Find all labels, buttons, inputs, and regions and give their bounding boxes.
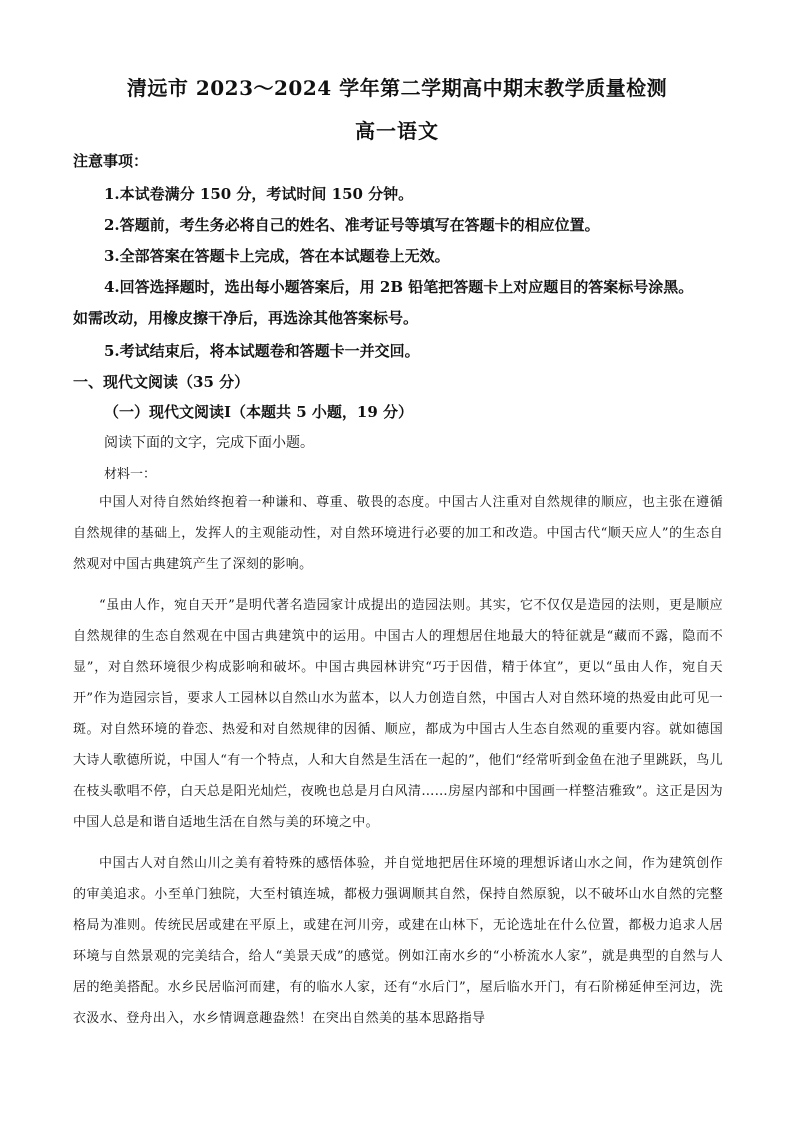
- note-item: 4.回答选择题时，选出每小题答案后，用 2B 铅笔把答题卡上对应题目的答案标号涂黑。: [104, 278, 694, 296]
- note-item: 2.答题前，考生务必将自己的姓名、准考证号等填写在答题卡的相应位置。: [104, 216, 600, 234]
- note-item: 如需改动，用橡皮擦干净后，再选涂其他答案标号。: [73, 309, 419, 327]
- section-heading: 一、现代文阅读（35 分）: [73, 373, 250, 391]
- note-item: 5.考试结束后，将本试题卷和答题卡一并交回。: [104, 342, 420, 360]
- note-item: 3.全部答案在答题卡上完成，答在本试题卷上无效。: [104, 247, 450, 265]
- section-subheading: （一）现代文阅读Ⅰ（本题共 5 小题，19 分）: [104, 403, 413, 421]
- material-body: [73, 487, 723, 1034]
- notes-heading: 注意事项：: [73, 152, 149, 170]
- exam-subtitle: 高一语文: [355, 119, 439, 143]
- paragraph: 中国人对待自然始终抱着一种谦和、尊重、敬畏的态度。中国古人注重对自然规律的顺应，也主张在遵循自然规律的基础上，发挥人的主观能动性，对自然环境进行必要的加工和改造。中国古代“顺天应人”的生态自然观对中国古典建筑产生了深刻的影响。: [73, 495, 723, 572]
- material-label: 材料一：: [104, 467, 157, 482]
- paragraph: 中国古人对自然山川之美有着特殊的感悟体验，并自觉地把居住环境的理想诉诸山水之间，作为建筑创作的审美追求。小至单门独院，大至村镇连城，都极力强调顺其自然，保持自然原貌，以不破坏山水自然的完整格局为准则。传统民居或建在平原上，或建在河川旁，或建在山林下，无论选址在什么位置，都极力追求人居环境与自然景观的完美结合，给人“美景天成”的感觉。例如江南水乡的“小桥流水人家”，就是典型的自然与人居的绝美搭配。水乡民居临河而建，有的临水人家，还有“水后门”，屋后临水开门，有石阶梯延伸至河边，洗衣汲水、登舟出入，水乡情调意趣盎然！在突出自然美的基本思路指导: [73, 856, 723, 1026]
- exam-title: 清远市 2023～2024 学年第二学期高中期末教学质量检测: [126, 76, 668, 100]
- note-item: 1.本试卷满分 150 分，考试时间 150 分钟。: [104, 185, 414, 203]
- paragraph: “虽由人作，宛自天开”是明代著名造园家计成提出的造园法则。其实，它不仅仅是造园的法则，更是顺应自然规律的生态自然观在中国古典建筑中的运用。中国古人的理想居住地最大的特征就是“藏而不露，隐而不显”，对自然环境很少构成影响和破坏。中国古典园林讲究“巧于因借，精于体宜”，更以“虽由人作，宛自天开”作为造园宗旨，要求人工园林以自然山水为蓝本，以人力创造自然，中国古人对自然环境的热爱由此可见一斑。对自然环境的眷恋、热爱和对自然规律的因循、顺应，都成为中国古人生态自然观的重要内容。就如德国大诗人歌德所说，中国人“有一个特点，人和大自然是生活在一起的”，他们“经常听到金鱼在池子里跳跃，鸟儿在枝头歌唱不停，白天总是阳光灿烂，夜晚也总是月白风清……房屋内部和中国画一样整洁雅致”。这正是因为中国人总是和谐自适地生活在自然与美的环境之中。: [73, 598, 723, 830]
- reading-instruction: 阅读下面的文字，完成下面小题。: [104, 435, 314, 451]
